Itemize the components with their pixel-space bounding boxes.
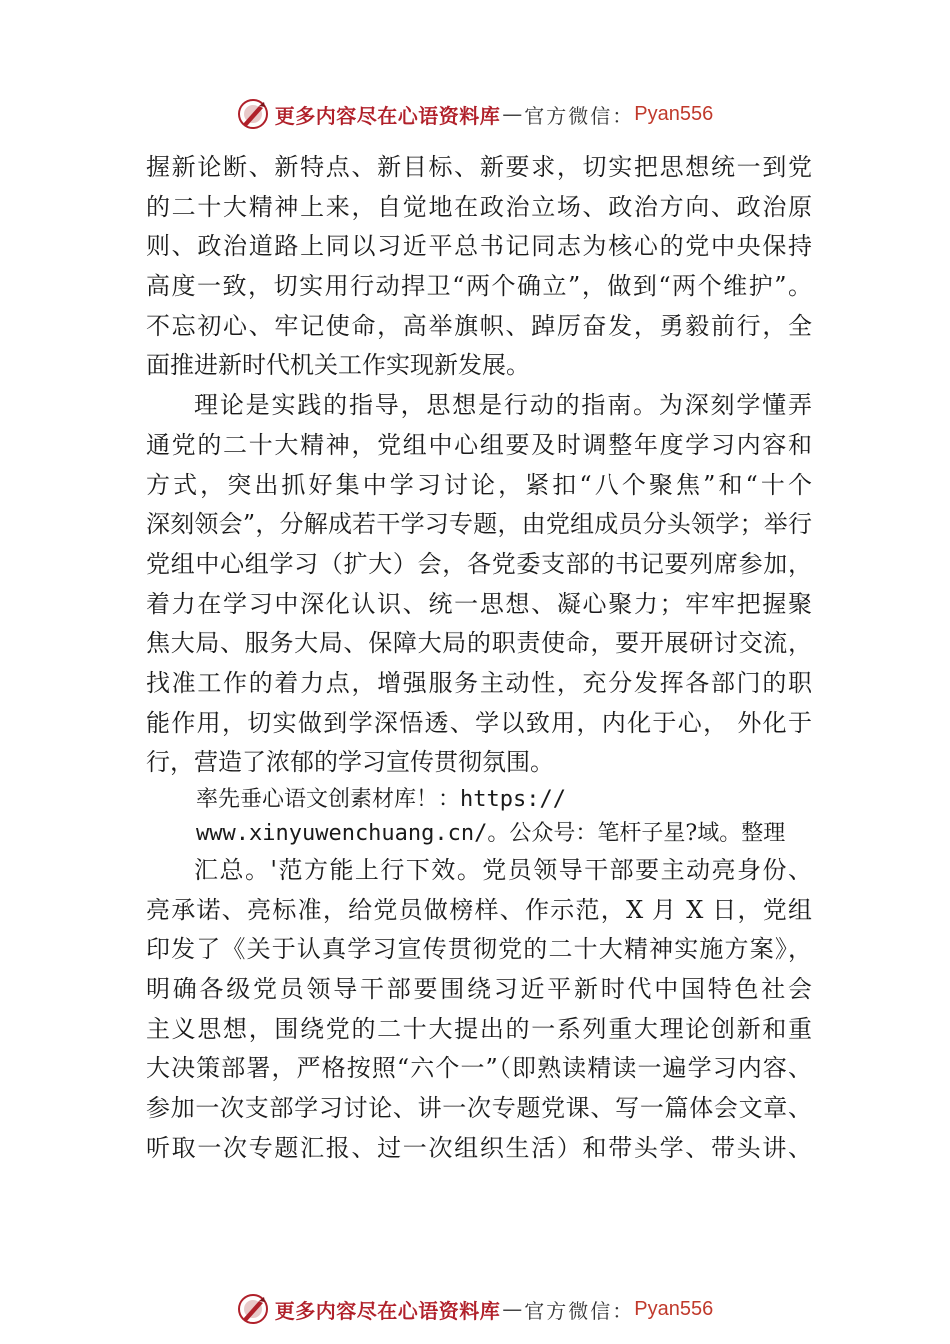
document-body: [146, 148, 812, 1169]
text-line: 印发了《关于认真学习宣传贯彻党的二十大精神实施方案》，: [146, 935, 812, 964]
footer-banner: [0, 1287, 950, 1331]
banner-official-label: 官方微信：: [524, 103, 635, 128]
text-line: 行，营造了浓郁的学习宣传贯彻氛围。: [146, 748, 554, 777]
text-line: 深刻领会”，分解成若干学习专题，由党组成员分头领学；举行: [146, 510, 812, 539]
text-line: 明确各级党员领导干部要围绕习近平新时代中国特色社会: [146, 975, 812, 1004]
text-line: 党组中心组学习（扩大）会，各党委支部的书记要列席参加，: [146, 549, 812, 578]
text-line: 焦大局、服务大局、保障大局的职责使命，要开展研讨交流，: [146, 629, 812, 658]
text-line: 能作用，切实做到学深悟透、学以致用，内化于心， 外化于: [146, 708, 812, 737]
url-line-2-link: www.xinyuwenchuang.cn/: [196, 821, 488, 846]
text-line: 着力在学习中深化认识、统一思想、凝心聚力；牢牢把握聚: [146, 589, 812, 618]
paragraph-2: [146, 386, 812, 783]
text-line: 通党的二十大精神，党组中心组要及时调整年度学习内容和: [146, 430, 812, 459]
text-line: 亮承诺、亮标准，给党员做榜样、作示范，X 月 X 日，党组: [146, 895, 812, 924]
url-line-2-text: 。公众号：笔杆子星?域。整理: [487, 821, 786, 846]
text-line: 不忘初心、牢记使命，高举旗帜、踔厉奋发，勇毅前行，全: [146, 311, 812, 340]
text-line: 理论是实践的指导，思想是行动的指南。为深刻学懂弄: [194, 391, 812, 420]
text-line: 参加一次支部学习讨论、讲一次专题党课、写一篇体会文章、: [146, 1094, 812, 1123]
banner-brand: 更多内容尽在心语资料库: [274, 103, 501, 128]
url-line-1: [146, 783, 812, 817]
url-line-2: [146, 817, 812, 851]
text-line: 面推进新时代机关工作实现新发展。: [146, 351, 530, 380]
banner-brand: 更多内容尽在心语资料库: [274, 1298, 501, 1323]
url-line-1-text: 率先垂心语文创素材库！：: [196, 787, 461, 812]
text-line: 的二十大精神上来，自觉地在政治立场、政治方向、政治原: [146, 192, 812, 221]
header-banner: [0, 92, 950, 136]
text-line: 握新论断、新特点、新目标、新要求，切实把思想统一到党: [146, 153, 812, 181]
text-line: 找准工作的着力点，增强服务主动性，充分发挥各部门的职: [146, 668, 812, 697]
brush-logo-icon: [237, 1293, 269, 1325]
banner-dash: —: [502, 102, 523, 126]
text-line: 听取一次专题汇报、过一次组织生活）和带头学、带头讲、: [146, 1133, 812, 1162]
banner-wechat-id: Pyan556: [634, 102, 714, 125]
text-line: 高度一致，切实用行动捍卫“两个确立”，做到“两个维护”。: [146, 272, 812, 301]
paragraph-1: [146, 148, 812, 386]
text-line: 则、政治道路上同以习近平总书记同志为核心的党中央保持: [146, 232, 812, 261]
url-line-1-link: https://: [460, 787, 566, 812]
paragraph-3: [146, 851, 812, 1169]
text-line: 主义思想，围绕党的二十大提出的一系列重大理论创新和重: [146, 1014, 812, 1043]
brush-logo-icon: [237, 98, 269, 130]
text-line: 汇总。'范方能上行下效。党员领导干部要主动亮身份、: [194, 856, 812, 884]
url-block: [146, 783, 812, 851]
banner-official-label: 官方微信：: [524, 1298, 635, 1323]
text-line: 大决策部署，严格按照“六个一”（即熟读精读一遍学习内容、: [146, 1054, 812, 1083]
text-line: 方式，突出抓好集中学习讨论，紧扣“八个聚焦”和“十个: [146, 470, 812, 499]
banner-wechat-id: Pyan556: [634, 1297, 714, 1320]
banner-dash: —: [502, 1297, 523, 1321]
